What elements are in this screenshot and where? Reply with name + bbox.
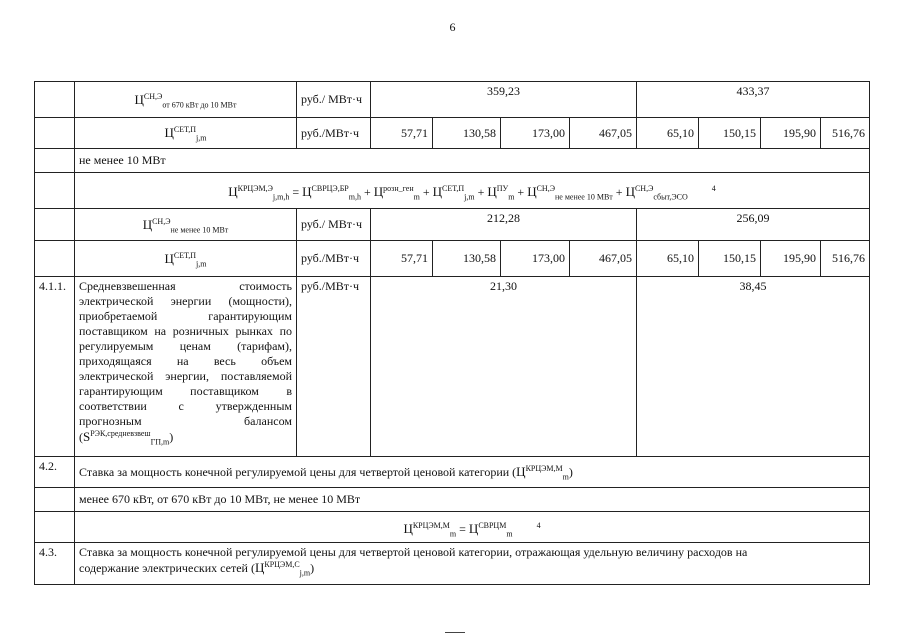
indicator-description: Средневзвешенная стоимость электрической энергии (мощности), приобретаемой гарантирующим поставщиком на розничных рынках по регулируемым ценам (тарифам), приходящаяся на весь объем электрической энергии, поставляемой гарантирующим поставщиком в соответствии с утвержденным прогнозным балансом $(S^{РЭК,средневзвеш}_{ГП,m})$ — [75, 277, 297, 457]
footnote-marker: 4 — [536, 520, 541, 530]
value-cell: 516,76 — [821, 118, 870, 149]
section-title: Ставка за мощность конечной регулируемой цены для четвертой ценовой категории $(Ц^{КРЦЭМ,М}_m)$ — [75, 457, 870, 488]
page-number: 6 — [449, 20, 456, 34]
price-formula: $Ц^{КРЦЭМ,Э}_{j,m,h} = Ц^{СВРЦЭ,БР}_{m,h} + Ц^{розн\_ген}_m + Ц^{СЕТ,П}_{j,m} + Ц^{ПУ}_m + Ц^{СН,Э}_{не менее 10 МВт} + Ц^{СН,Э}_{сбыт,ЭСО}^4$ — [75, 173, 870, 209]
value-cell: 212,28 — [371, 209, 637, 241]
value-cell: 173,00 — [501, 241, 570, 277]
num-cell — [35, 488, 75, 512]
value-cell: 467,05 — [570, 118, 637, 149]
value-cell: 38,45 — [637, 277, 870, 457]
unit-cell: руб./МВт·ч — [297, 118, 371, 149]
table-row — [35, 82, 870, 118]
num-cell — [35, 149, 75, 173]
value-cell: 195,90 — [761, 118, 821, 149]
table-row — [35, 488, 870, 512]
indicator-symbol: $Ц^{СН,Э}_{не менее 10 МВт}$ — [75, 209, 297, 241]
value-cell: 150,15 — [699, 118, 761, 149]
unit-cell: руб./МВт·ч — [297, 241, 371, 277]
tariff-table — [34, 81, 870, 585]
unit-cell: руб./ МВт·ч — [297, 209, 371, 241]
value-cell: 516,76 — [821, 241, 870, 277]
value-cell: 467,05 — [570, 241, 637, 277]
footnote-marker: 4 — [711, 184, 716, 193]
table-row — [35, 209, 870, 241]
value-cell: 195,90 — [761, 241, 821, 277]
table-row — [35, 543, 870, 585]
table-row — [35, 512, 870, 543]
power-rate-formula: $Ц^{КРЦЭМ,М}_m = Ц^{СВРЦМ}_m^4$ — [75, 512, 870, 543]
page-edge-mark — [445, 632, 465, 633]
voltage-group-label: менее 670 кВт, от 670 кВт до 10 МВт, не менее 10 МВт — [75, 488, 870, 512]
num-cell — [35, 512, 75, 543]
indicator-symbol: $Ц^{СЕТ,П}_{j,m}$ — [75, 241, 297, 277]
value-cell: 433,37 — [637, 82, 870, 118]
value-cell: 150,15 — [699, 241, 761, 277]
unit-cell: руб./МВт·ч — [297, 277, 371, 457]
voltage-group-label: не менее 10 МВт — [75, 149, 870, 173]
num-cell — [35, 118, 75, 149]
table-row — [35, 457, 870, 488]
weighted-cost-formula: $(S^{РЭК,средневзвеш}_{ГП,m})$ — [79, 429, 174, 447]
table-row — [35, 241, 870, 277]
num-cell — [35, 209, 75, 241]
num-cell — [35, 82, 75, 118]
value-cell: 57,71 — [371, 241, 433, 277]
section-number: 4.1.1. — [35, 277, 75, 457]
value-cell: 65,10 — [637, 118, 699, 149]
value-cell: 173,00 — [501, 118, 570, 149]
indicator-symbol: $Ц^{СЕТ,П}_{j,m}$ — [75, 118, 297, 149]
section-title: Ставка за мощность конечной регулируемой цены для четвертой ценовой категории, отражающая удельную величину расходов на содержание электрических сетей $(Ц^{КРЦЭМ,С}_{j,m})$ — [75, 543, 870, 585]
table-row — [35, 277, 870, 457]
value-cell: 256,09 — [637, 209, 870, 241]
table-row — [35, 118, 870, 149]
indicator-symbol: $Ц^{СН,Э}_{от 670 кВт до 10 МВт}$ — [75, 82, 297, 118]
table-row — [35, 149, 870, 173]
value-cell: 130,58 — [433, 241, 501, 277]
table-row — [35, 173, 870, 209]
section-number: 4.3. — [35, 543, 75, 585]
value-cell: 65,10 — [637, 241, 699, 277]
value-cell: 130,58 — [433, 118, 501, 149]
unit-cell: руб./ МВт·ч — [297, 82, 371, 118]
value-cell: 359,23 — [371, 82, 637, 118]
value-cell: 21,30 — [371, 277, 637, 457]
section-number: 4.2. — [35, 457, 75, 488]
value-cell: 57,71 — [371, 118, 433, 149]
num-cell — [35, 241, 75, 277]
num-cell — [35, 173, 75, 209]
